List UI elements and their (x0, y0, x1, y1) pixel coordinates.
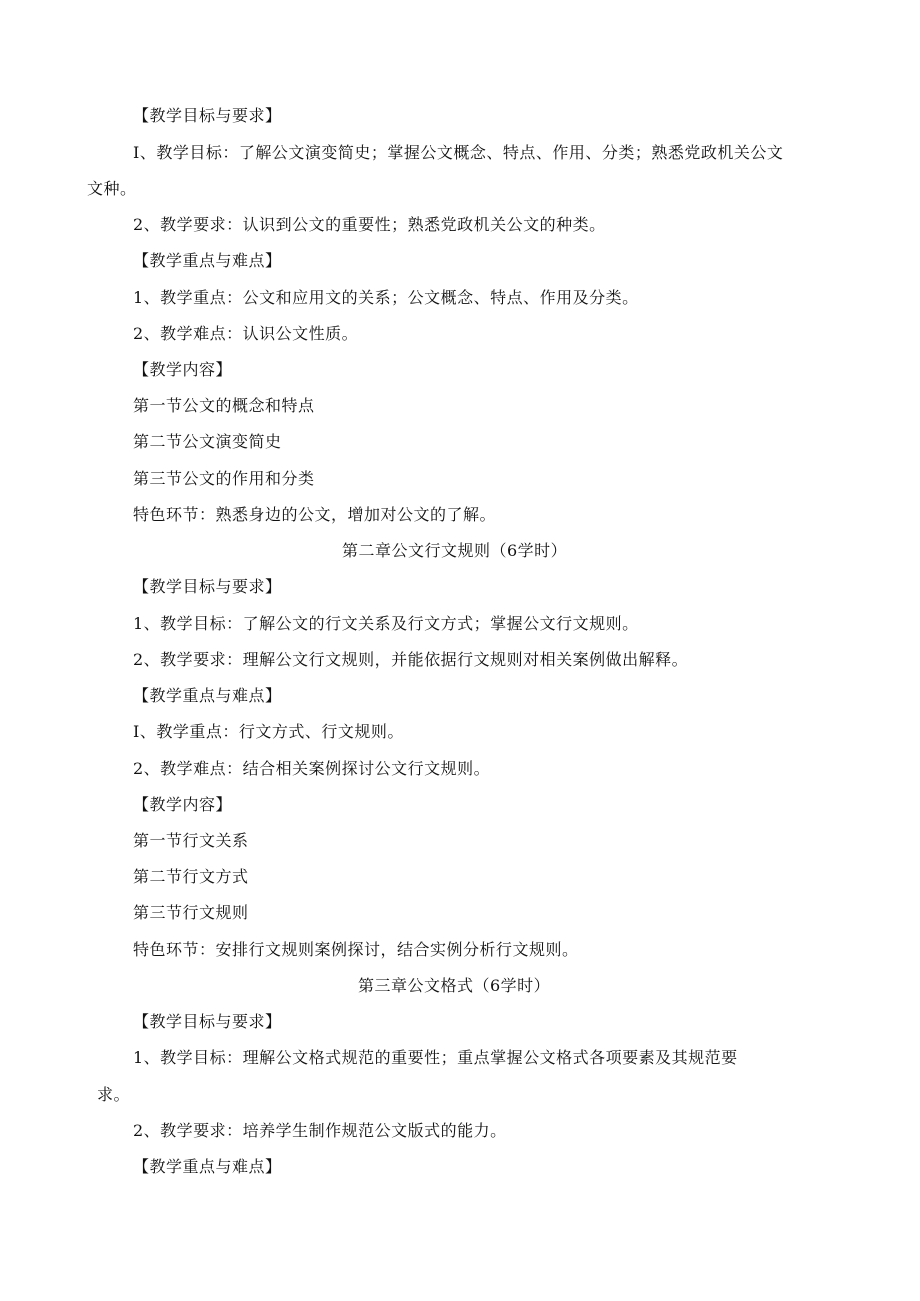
paragraph-line: 第三节行文规则 (133, 903, 249, 922)
paragraph-line: 第二节公文演变简史 (133, 432, 282, 451)
paragraph-line: I、教学重点：行文方式、行文规则。 (133, 722, 404, 741)
paragraph-line: 1、教学目标：了解公文的行文关系及行文方式；掌握公文行文规则。 (133, 614, 639, 633)
paragraph-line: 2、教学难点：结合相关案例探讨公文行文规则。 (133, 759, 491, 778)
paragraph-line: 第一节行文关系 (133, 831, 249, 850)
chapter-title: 第三章公文格式（6学时） (358, 976, 551, 995)
paragraph-line: 特色环节：熟悉身边的公文，增加对公文的了解。 (133, 505, 497, 524)
section-heading: 【教学内容】 (133, 360, 233, 379)
section-heading: 【教学内容】 (133, 795, 233, 814)
paragraph-line: 求。 (97, 1085, 131, 1104)
paragraph-line: 文种。 (87, 179, 137, 198)
paragraph-line: 第三节公文的作用和分类 (133, 469, 315, 488)
section-heading: 【教学目标与要求】 (133, 577, 282, 596)
section-heading: 【教学重点与难点】 (133, 686, 282, 705)
chapter-title: 第二章公文行文规则（6学时） (342, 541, 568, 560)
paragraph-line: 1、教学目标：理解公文格式规范的重要性；重点掌握公文格式各项要素及其规范要 (133, 1048, 738, 1067)
paragraph-line: 2、教学要求：培养学生制作规范公文版式的能力。 (133, 1121, 507, 1140)
section-heading: 【教学目标与要求】 (133, 106, 282, 125)
paragraph-line: 2、教学要求：理解公文行文规则，并能依据行文规则对相关案例做出解释。 (133, 650, 689, 669)
paragraph-line: 特色环节：安排行文规则案例探讨，结合实例分析行文规则。 (133, 940, 579, 959)
paragraph-line: 第一节公文的概念和特点 (133, 396, 315, 415)
section-heading: 【教学重点与难点】 (133, 251, 282, 270)
paragraph-line: 2、教学要求：认识到公文的重要性；熟悉党政机关公文的种类。 (133, 215, 606, 234)
paragraph-line: 第二节行文方式 (133, 867, 249, 886)
paragraph-line: 1、教学重点：公文和应用文的关系；公文概念、特点、作用及分类。 (133, 288, 639, 307)
paragraph-line: 2、教学难点：认识公文性质。 (133, 324, 359, 343)
section-heading: 【教学目标与要求】 (133, 1012, 282, 1031)
section-heading: 【教学重点与难点】 (133, 1157, 282, 1176)
paragraph-line: Ⅰ、教学目标：了解公文演变简史；掌握公文概念、特点、作用、分类；熟悉党政机关公文 (133, 143, 784, 162)
